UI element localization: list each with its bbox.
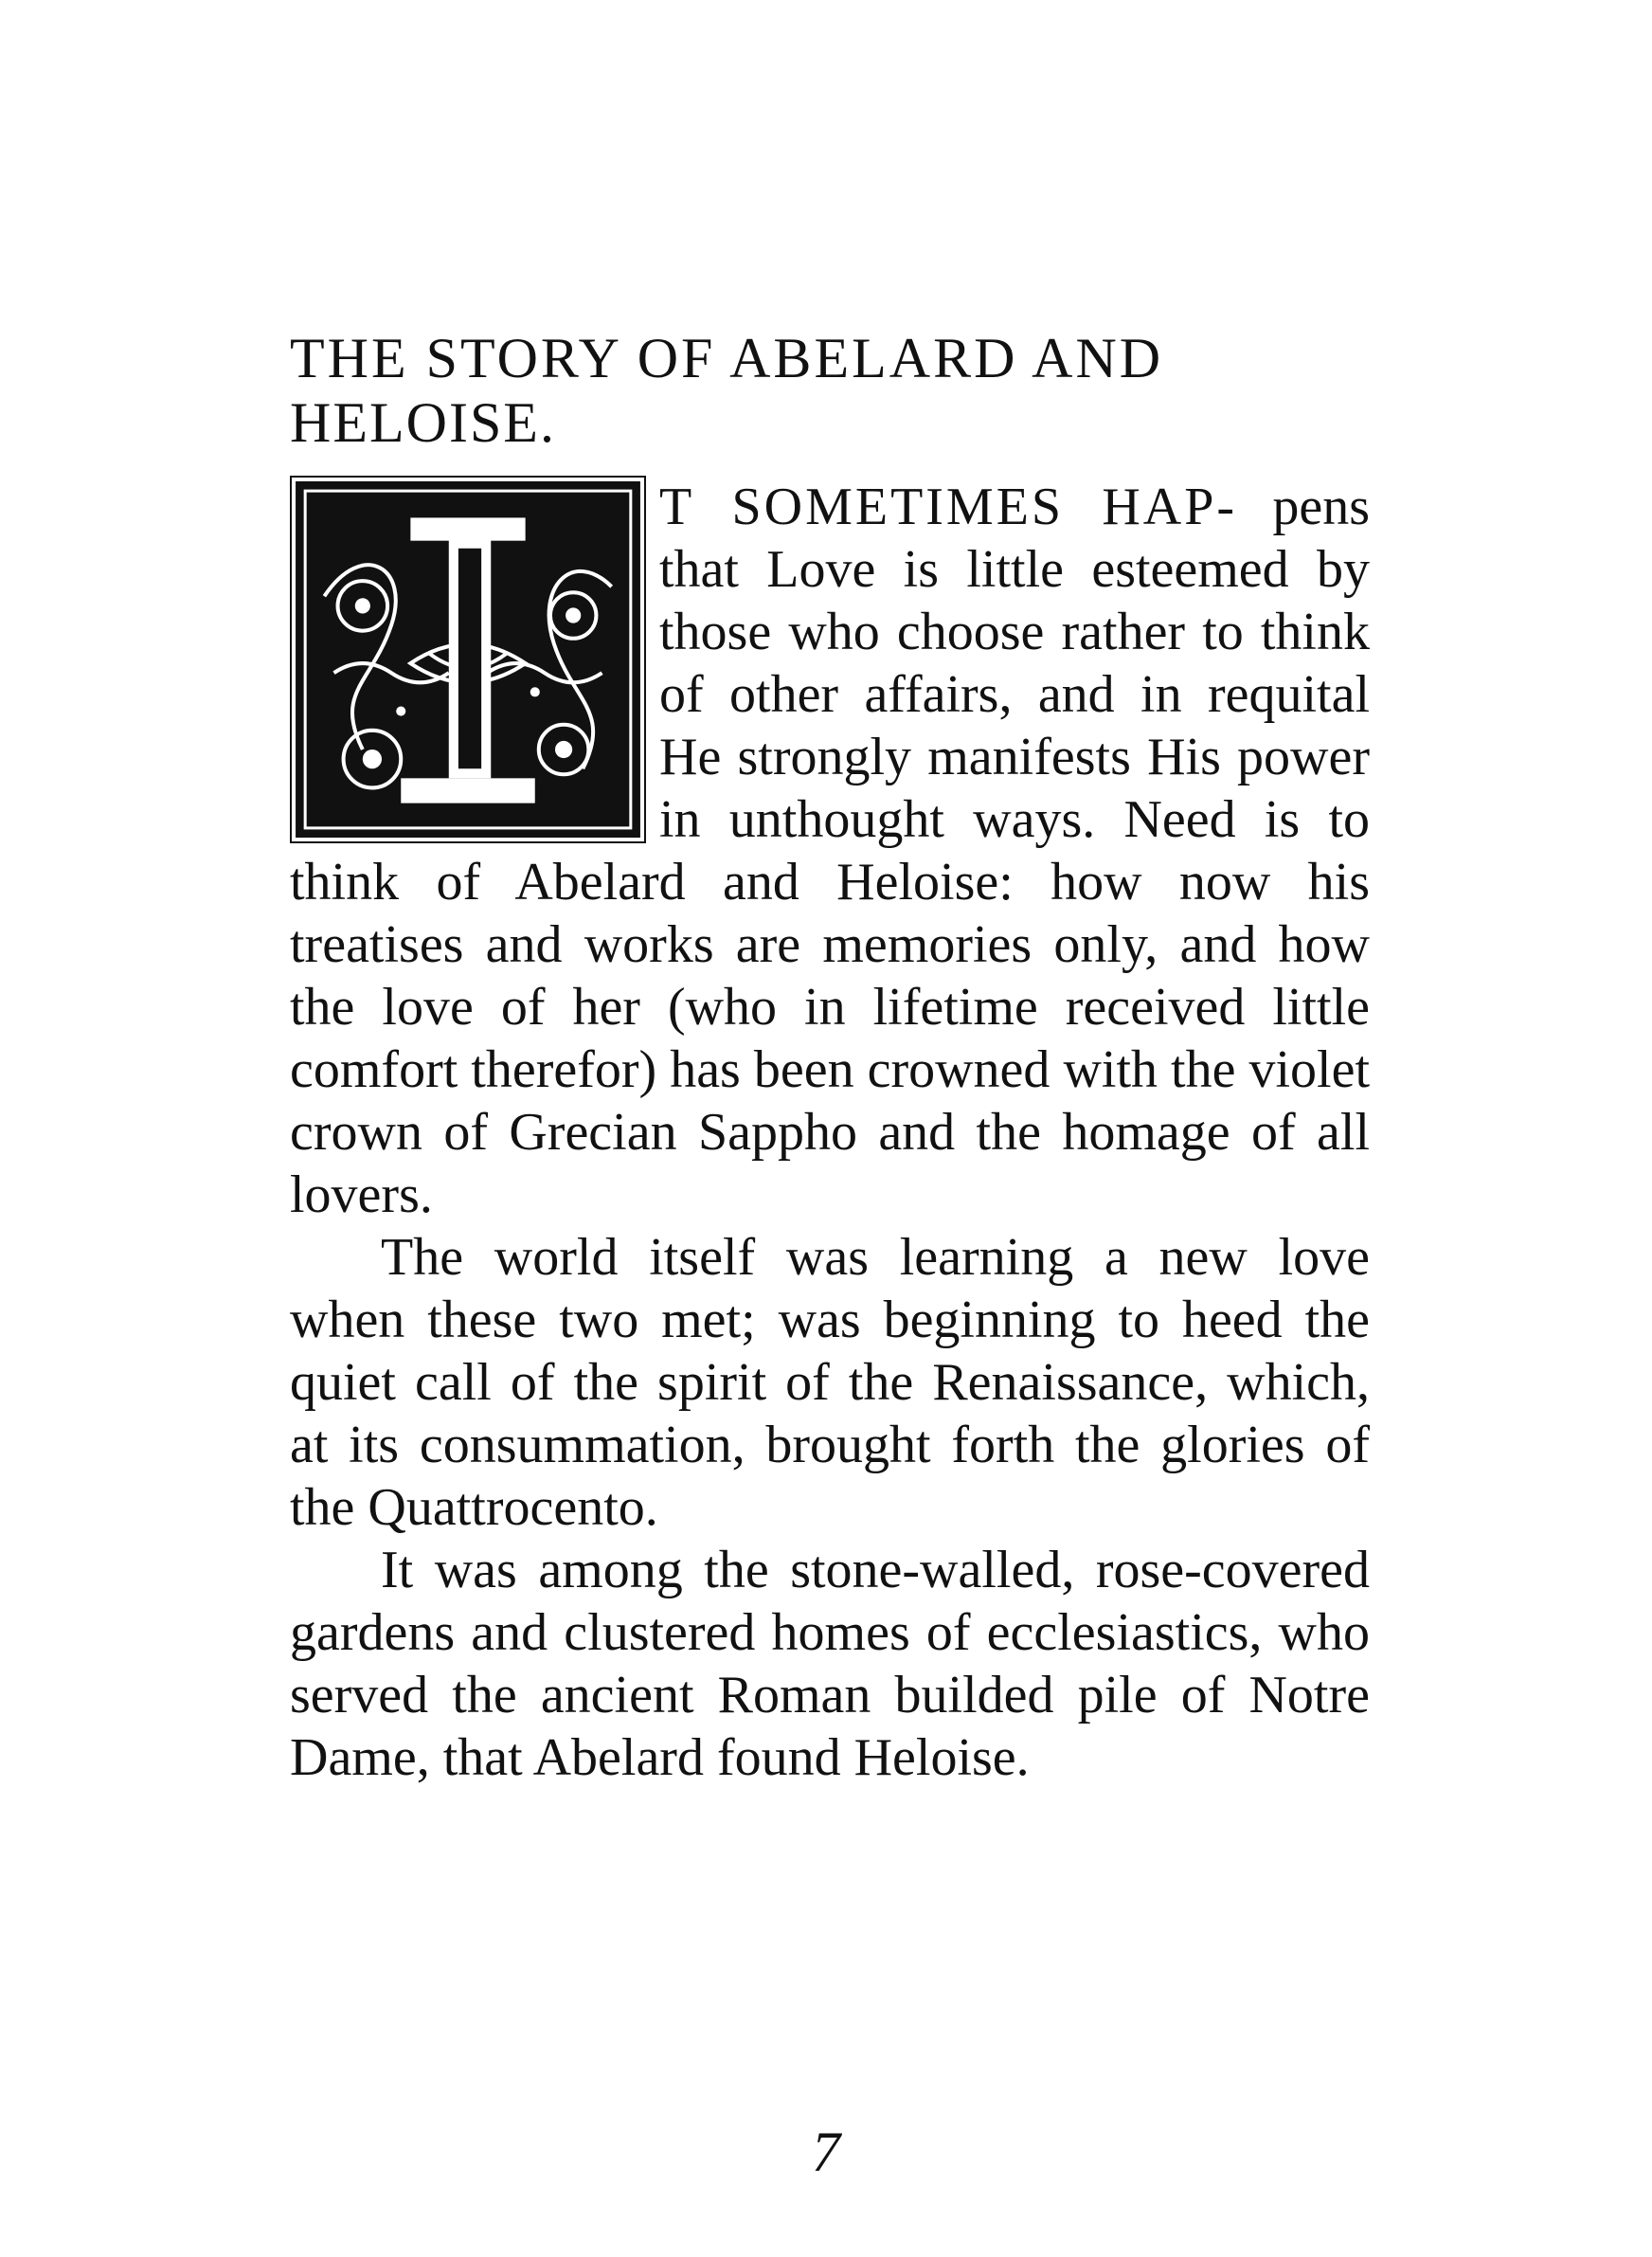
page-number: 7 — [812, 2121, 840, 2183]
paragraph-1-lead: T SOMETIMES HAP- — [659, 478, 1238, 536]
text-block — [290, 326, 1370, 1789]
paragraph-3: It was among the stone-walled, rose-covered gardens and clustered homes of ecclesiastics, who served the ancient Roman builded pile of Notre Dame, that Abelard found Heloise. — [290, 1541, 1370, 1787]
paragraph-1-text: pens that Love is little esteemed by those who choose rather to think of other affairs, and in requital He strongly manifests His power in unthought ways. Need is to think of Abelard and Heloise: how now his treatises and works are memories only, and how the love of her (who in lifetime received little comfort therefor) has been crowned with the violet crown of Grecian Sappho and the homage of all lovers. — [290, 478, 1370, 1224]
chapter-title-line-2: HELOISE. — [290, 391, 556, 454]
ornamental-dropcap-icon — [290, 476, 646, 843]
chapter-title-line-1: THE STORY OF ABELARD AND — [290, 327, 1164, 389]
chapter-title — [290, 326, 1370, 455]
paragraph-2: The world itself was learning a new love when these two met; was beginning to heed the quiet call of the spirit of the Renaissance, which, at its consummation, brought forth the glories of the Quattrocento. — [290, 1228, 1370, 1537]
